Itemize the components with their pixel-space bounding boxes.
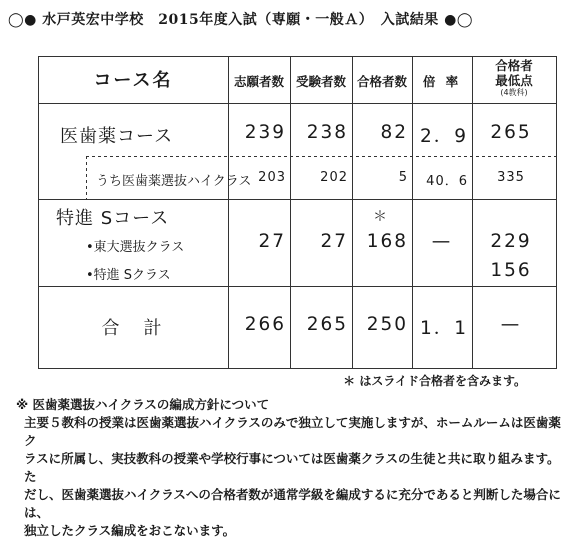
header-passers: 合格者数 (356, 74, 407, 89)
row-todai-examinees: 27 (320, 231, 348, 252)
note-line: ラスに所属し、実技教科の授業や学校行事については医歯薬クラスの生徒と共に取り組みます。た (24, 451, 560, 484)
row-ishiyaku-ratio: 2．9 (419, 126, 468, 147)
title-left-mark: ◯● (8, 12, 37, 28)
row-total-min: — (500, 314, 522, 335)
row-high-name: うち医歯薬選抜ハイクラス (96, 174, 252, 189)
row-todai-applicants: 27 (258, 231, 286, 252)
note-title: ※ 医歯薬選抜ハイクラスの編成方針について (16, 397, 270, 412)
header-applicants: 志願者数 (233, 74, 284, 89)
row-total-applicants: 266 (244, 314, 286, 335)
row-ishiyaku-examinees: 238 (306, 122, 348, 143)
row-total-examinees: 265 (306, 314, 348, 335)
row-todai-min: 229 (490, 231, 532, 252)
footnote: ＊ はスライド合格者を含みます。 (343, 374, 526, 388)
note-line: 独立したクラス編成をおこないます。 (24, 523, 236, 538)
row-high-passers: 5 (398, 170, 408, 185)
header-min-score (472, 58, 556, 98)
row-high-min: 335 (497, 170, 525, 185)
note-line: だし、医歯薬選抜ハイクラスへの合格者数が通常学級を編成するに充分であると判断した場合には、 (24, 487, 561, 520)
row-ishiyaku-min: 265 (490, 122, 532, 143)
row-ishiyaku-applicants: 239 (244, 122, 286, 143)
row-todai-passers: 168 (366, 231, 408, 252)
row-high-examinees: 202 (320, 170, 348, 185)
row-total-ratio: 1．1 (419, 318, 468, 339)
header-min-score-line1: 合格者 (495, 58, 533, 73)
note-body (16, 414, 564, 540)
row-ishiyaku-name: 医歯薬コース (60, 126, 174, 147)
title-right-mark: ●◯ (444, 12, 473, 28)
row-high-ratio: 40．6 (426, 174, 468, 189)
header-min-score-line2: 最低点 (495, 73, 533, 88)
row-total-name: 合 計 (101, 318, 165, 339)
row-todai-ratio: — (431, 231, 453, 252)
header-ratio: 倍 率 (422, 74, 462, 89)
row-todai-name: •東大選抜クラス (86, 240, 185, 255)
row-tokushin-star: ＊ (373, 209, 387, 225)
row-tokushin-s-name: •特進 Sクラス (86, 268, 171, 283)
row-high-applicants: 203 (258, 170, 286, 185)
row-tokushin-s-min: 156 (490, 260, 532, 281)
header-course: コース名 (93, 70, 173, 91)
note-section (16, 396, 564, 540)
row-ishiyaku-passers: 82 (380, 122, 408, 143)
note-line: 主要５教科の授業は医歯薬選抜ハイクラスのみで独立して実施しますが、ホームルームは医歯薬ク (24, 415, 561, 448)
title-text: 水戸英宏中学校 2015年度入試（専願・一般Ａ） 入試結果 (42, 12, 439, 28)
header-examinees: 受験者数 (295, 74, 346, 89)
row-tokushin-name: 特進 Sコース (56, 208, 170, 229)
row-total-passers: 250 (366, 314, 408, 335)
header-min-score-note: (4教科) (500, 88, 528, 97)
